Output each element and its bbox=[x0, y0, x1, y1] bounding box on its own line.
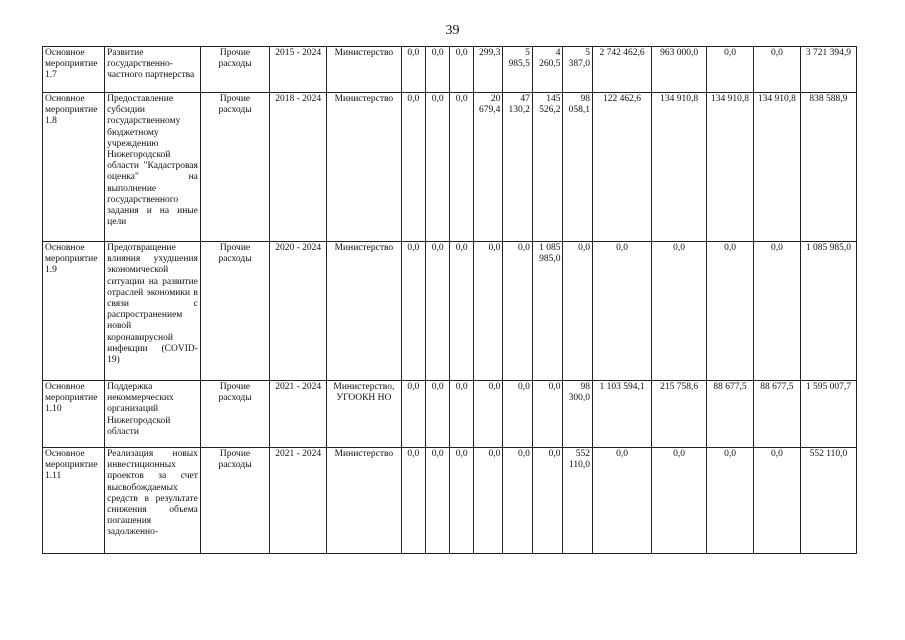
value-cell: 0,0 bbox=[426, 448, 450, 554]
total-cell: 3 721 394,9 bbox=[800, 47, 856, 93]
executor-cell: Министерство bbox=[327, 47, 401, 93]
table-row bbox=[43, 448, 857, 554]
value-cell: 299,3 bbox=[473, 47, 503, 93]
table-body bbox=[43, 47, 857, 554]
table-row bbox=[43, 381, 857, 448]
value-cell: 0,0 bbox=[426, 381, 450, 448]
table-row bbox=[43, 93, 857, 242]
value-cell: 0,0 bbox=[426, 242, 450, 381]
value-cell: 0,0 bbox=[532, 448, 563, 554]
expense-type-cell: Прочие расходы bbox=[200, 381, 269, 448]
period-cell: 2020 - 2024 bbox=[270, 242, 327, 381]
expense-type-cell: Прочие расходы bbox=[200, 93, 269, 242]
expense-type-cell: Прочие расходы bbox=[200, 448, 269, 554]
event-cell: Основное мероприятие 1.10 bbox=[43, 381, 105, 448]
value-cell: 0,0 bbox=[401, 47, 425, 93]
name-cell: Предоставление субсидии государственному бюджетному учреждению Нижегородской области "Кадастровая оценка" на выполнение государственного задания и на иные цели bbox=[105, 93, 201, 242]
value-cell: 134 910,8 bbox=[652, 93, 707, 242]
value-cell: 47 130,2 bbox=[503, 93, 533, 242]
value-cell: 1 085 985,0 bbox=[532, 242, 563, 381]
period-cell: 2015 - 2024 bbox=[270, 47, 327, 93]
value-cell: 145 526,2 bbox=[532, 93, 563, 242]
expense-type-cell: Прочие расходы bbox=[200, 242, 269, 381]
value-cell: 0,0 bbox=[450, 47, 473, 93]
page-number: 39 bbox=[445, 23, 460, 38]
value-cell: 0,0 bbox=[473, 242, 503, 381]
value-cell: 0,0 bbox=[563, 242, 593, 381]
value-cell: 88 677,5 bbox=[707, 381, 754, 448]
value-cell: 0,0 bbox=[401, 448, 425, 554]
value-cell: 0,0 bbox=[652, 448, 707, 554]
table-row bbox=[43, 47, 857, 93]
value-cell: 0,0 bbox=[450, 93, 473, 242]
value-cell: 88 677,5 bbox=[753, 381, 800, 448]
total-cell: 838 588,9 bbox=[800, 93, 856, 242]
value-cell: 0,0 bbox=[473, 381, 503, 448]
budget-table bbox=[42, 46, 857, 554]
total-cell: 1 595 007,7 bbox=[800, 381, 856, 448]
expense-type-cell: Прочие расходы bbox=[200, 47, 269, 93]
value-cell: 98 058,1 bbox=[563, 93, 593, 242]
name-cell: Реализация новых инвестиционных проектов за счет высвобождаемых средств в результате снижения объема погашения задолженно- bbox=[105, 448, 201, 554]
value-cell: 0,0 bbox=[707, 448, 754, 554]
event-cell: Основное мероприятие 1.11 bbox=[43, 448, 105, 554]
value-cell: 0,0 bbox=[593, 242, 652, 381]
period-cell: 2018 - 2024 bbox=[270, 93, 327, 242]
period-cell: 2021 - 2024 bbox=[270, 448, 327, 554]
value-cell: 0,0 bbox=[473, 448, 503, 554]
period-cell: 2021 - 2024 bbox=[270, 381, 327, 448]
value-cell: 0,0 bbox=[753, 47, 800, 93]
value-cell: 134 910,8 bbox=[707, 93, 754, 242]
value-cell: 0,0 bbox=[450, 242, 473, 381]
value-cell: 0,0 bbox=[426, 47, 450, 93]
value-cell: 1 103 594,1 bbox=[593, 381, 652, 448]
value-cell: 0,0 bbox=[401, 381, 425, 448]
total-cell: 1 085 985,0 bbox=[800, 242, 856, 381]
value-cell: 2 742 462,6 bbox=[593, 47, 652, 93]
value-cell: 0,0 bbox=[401, 93, 425, 242]
executor-cell: Министерство bbox=[327, 448, 401, 554]
value-cell: 4 260,5 bbox=[532, 47, 563, 93]
value-cell: 552 110,0 bbox=[563, 448, 593, 554]
total-cell: 552 110,0 bbox=[800, 448, 856, 554]
value-cell: 122 462,6 bbox=[593, 93, 652, 242]
name-cell: Развитие государственно-частного партнерства bbox=[105, 47, 201, 93]
event-cell: Основное мероприятие 1.8 bbox=[43, 93, 105, 242]
executor-cell: Министерство bbox=[327, 93, 401, 242]
value-cell: 0,0 bbox=[450, 381, 473, 448]
value-cell: 0,0 bbox=[707, 242, 754, 381]
value-cell: 0,0 bbox=[503, 242, 533, 381]
table-row bbox=[43, 242, 857, 381]
name-cell: Предотвращение влияния ухудшения экономической ситуации на развитие отраслей экономики в связи с распространением новой коронавирусной инфекции (COVID-19) bbox=[105, 242, 201, 381]
executor-cell: Министерство, УГООКН НО bbox=[327, 381, 401, 448]
value-cell: 0,0 bbox=[401, 242, 425, 381]
value-cell: 0,0 bbox=[503, 448, 533, 554]
value-cell: 5 387,0 bbox=[563, 47, 593, 93]
name-cell: Поддержка некоммерческих организаций Нижегородской области bbox=[105, 381, 201, 448]
value-cell: 0,0 bbox=[593, 448, 652, 554]
value-cell: 98 300,0 bbox=[563, 381, 593, 448]
value-cell: 0,0 bbox=[532, 381, 563, 448]
value-cell: 0,0 bbox=[503, 381, 533, 448]
executor-cell: Министерство bbox=[327, 242, 401, 381]
value-cell: 0,0 bbox=[652, 242, 707, 381]
value-cell: 0,0 bbox=[426, 93, 450, 242]
event-cell: Основное мероприятие 1.7 bbox=[43, 47, 105, 93]
value-cell: 0,0 bbox=[450, 448, 473, 554]
value-cell: 0,0 bbox=[753, 242, 800, 381]
value-cell: 963 000,0 bbox=[652, 47, 707, 93]
value-cell: 215 758,6 bbox=[652, 381, 707, 448]
value-cell: 134 910,8 bbox=[753, 93, 800, 242]
value-cell: 20 679,4 bbox=[473, 93, 503, 242]
value-cell: 0,0 bbox=[753, 448, 800, 554]
value-cell: 0,0 bbox=[707, 47, 754, 93]
event-cell: Основное мероприятие 1.9 bbox=[43, 242, 105, 381]
value-cell: 5 985,5 bbox=[503, 47, 533, 93]
